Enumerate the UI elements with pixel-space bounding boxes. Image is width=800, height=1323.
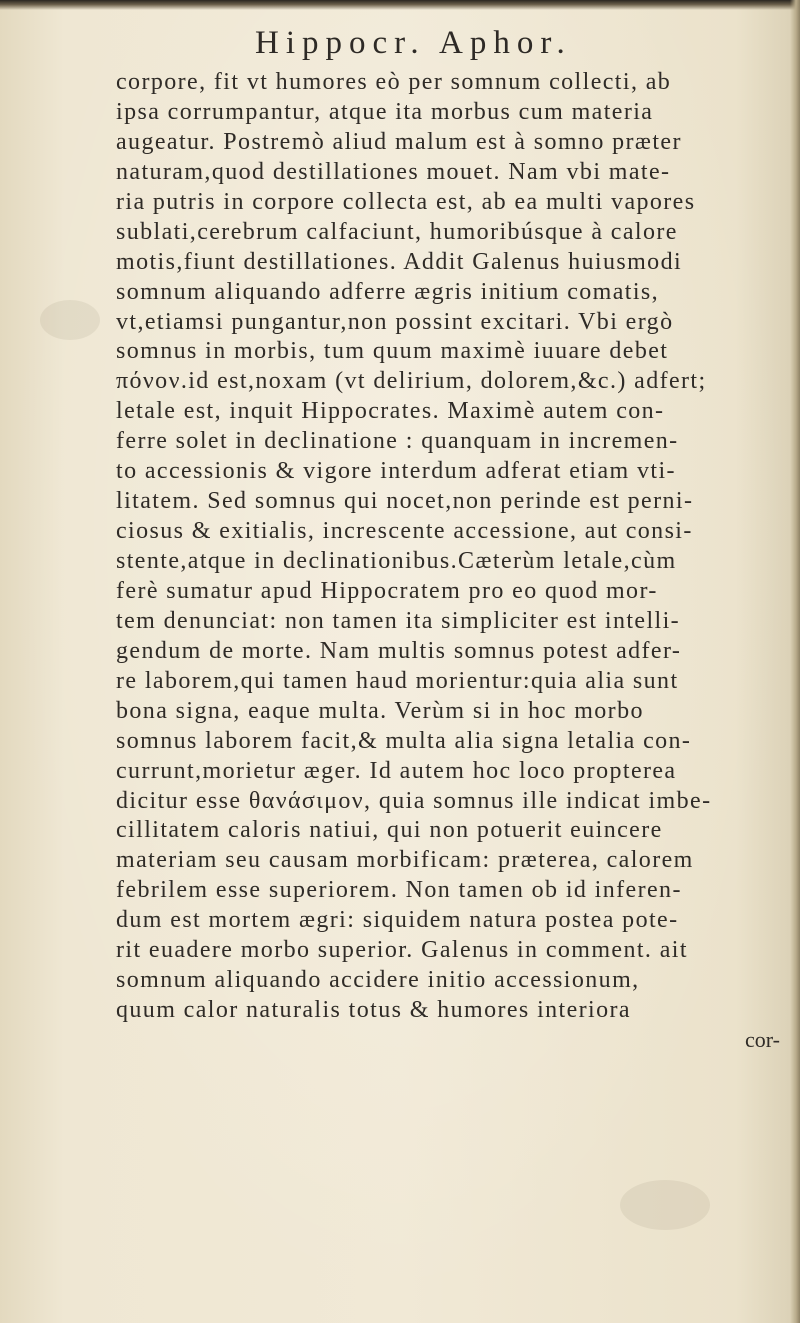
text-line: somnum aliquando adferre ægris initium comatis, [116, 278, 660, 305]
text-line: re laborem,qui tamen haud morientur:quia alia sunt [116, 667, 679, 694]
page-top-edge [0, 0, 800, 10]
text-line: ferè sumatur apud Hippocratem pro eo quod mor- [116, 577, 658, 604]
paper-stain [40, 300, 100, 340]
catchword: cor- [745, 1027, 780, 1052]
text-line: letale est, inquit Hippocrates. Maximè autem con- [116, 398, 665, 425]
text-line: somnus in morbis, tum quum maximè iuuare debet [116, 338, 669, 365]
text-line: quum calor naturalis totus & humores interiora [116, 997, 631, 1024]
text-line: bona signa, eaque multa. Verùm si in hoc morbo [116, 697, 644, 724]
text-line: dicitur esse θανάσιμον, quia somnus ille indicat imbe- [116, 787, 712, 814]
paper-stain [620, 1180, 710, 1230]
text-line: naturam,quod destillationes mouet. Nam vbi mate- [116, 158, 671, 185]
text-line: somnum aliquando accidere initio accessionum, [116, 967, 640, 994]
text-line: litatem. Sed somnus qui nocet,non perinde est perni- [116, 488, 694, 515]
text-line: rit euadere morbo superior. Galenus in comment. ait [116, 937, 688, 964]
text-line: gendum de morte. Nam multis somnus potest adfer- [116, 637, 682, 664]
text-line: corpore, fit vt humores eò per somnum collecti, ab [116, 69, 672, 95]
text-line: sublati,cerebrum calfaciunt, humoribúsque à calore [116, 218, 678, 245]
text-line: motis,fiunt destillationes. Addit Galenus huiusmodi [116, 248, 683, 275]
text-line: somnus laborem facit,& multa alia signa letalia con- [116, 727, 692, 754]
running-head: Hippocr. Aphor. [255, 25, 572, 61]
text-line: ciosus & exitialis, increscente accessione, aut consi- [116, 518, 693, 545]
text-line: currunt,morietur æger. Id autem hoc loco propterea [116, 757, 677, 784]
text-line: ria putris in corpore collecta est, ab ea multi vapores [116, 188, 696, 215]
text-line: to accessionis & vigore interdum adferat etiam vti- [116, 458, 676, 485]
text-line: ipsa corrumpantur, atque ita morbus cum materia [116, 98, 654, 125]
main-text [116, 68, 792, 1026]
text-line: ferre solet in declinatione : quanquam in incremen- [116, 428, 679, 455]
text-line: vt,etiamsi pungantur,non possint excitari. Vbi ergò [116, 308, 674, 335]
text-line: febrilem esse superiorem. Non tamen ob id inferen- [116, 877, 682, 904]
text-line: πόνον.id est,noxam (vt delirium, dolorem,&c.) adfert; [116, 368, 707, 395]
text-line: stente,atque in declinationibus.Cæterùm letale,cùm [116, 548, 677, 574]
text-line: dum est mortem ægri: siquidem natura postea pote- [116, 907, 679, 934]
text-line: materiam seu causam morbificam: præterea, calorem [116, 847, 694, 874]
text-line: tem denunciat: non tamen ita simpliciter est intelli- [116, 607, 681, 634]
text-line: cillitatem caloris natiui, qui non potuerit euincere [116, 817, 663, 844]
text-line: augeatur. Postremò aliud malum est à somno præter [116, 128, 682, 155]
